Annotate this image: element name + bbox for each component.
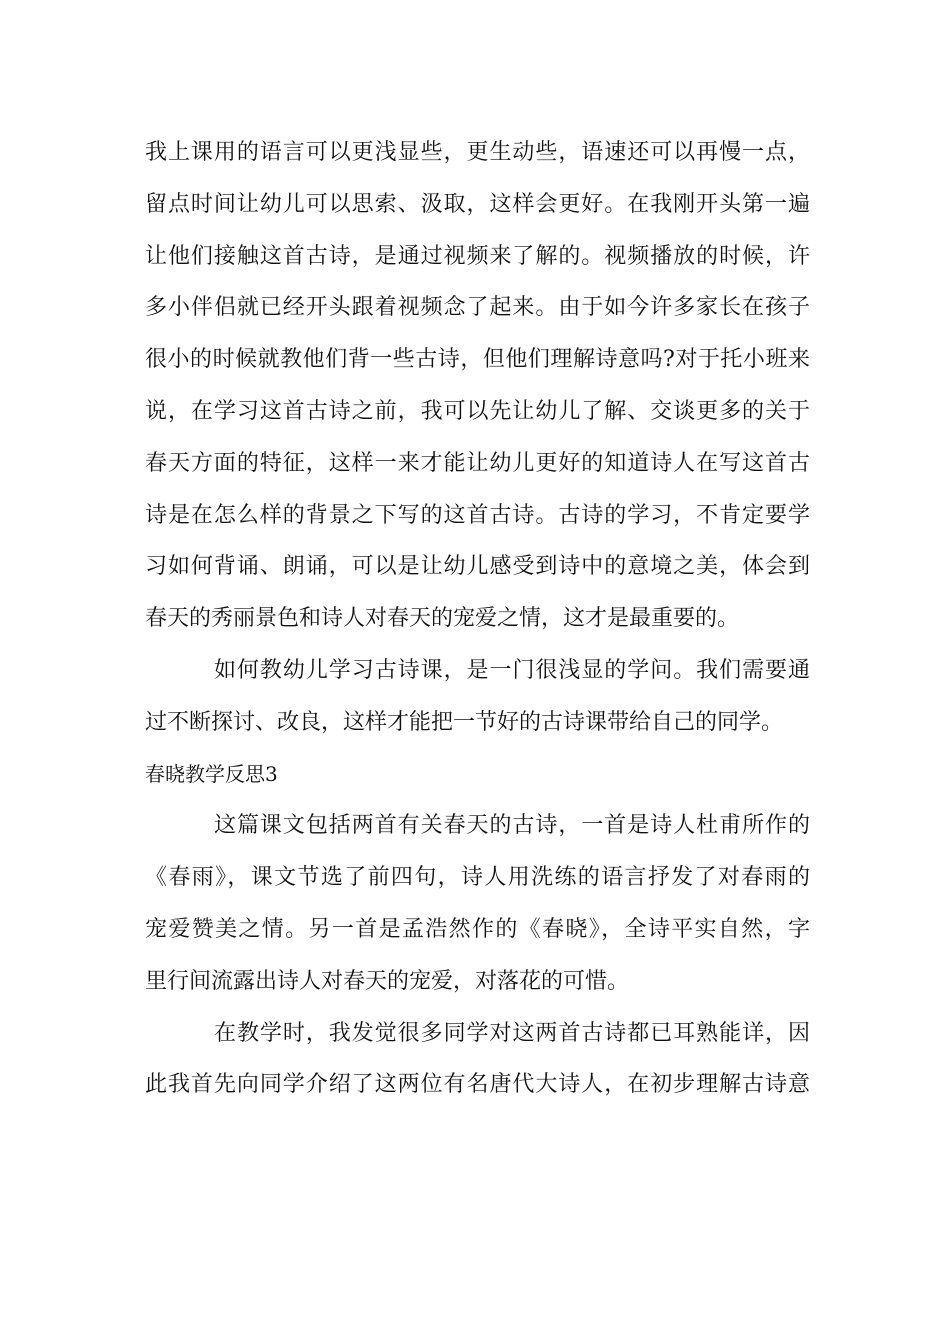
paragraph-3 (145, 800, 810, 1007)
section-heading (145, 749, 810, 801)
text-line: 《春雨》，课文节选了前四句，诗人用洗练的语言抒发了对春雨的 (145, 865, 810, 891)
document-body (145, 127, 810, 1111)
text-line: 此我首先向同学介绍了这两位有名唐代大诗人，在初步理解古诗意 (145, 1072, 810, 1098)
text-line: 春天方面的特征，这样一来才能让幼儿更好的知道诗人在写这首古 (145, 450, 810, 476)
paragraph-1 (145, 127, 810, 645)
text-line: 过不断探讨、改良，这样才能把一节好的古诗课带给自己的同学。 (145, 709, 784, 735)
text-line: 习如何背诵、朗诵，可以是让幼儿感受到诗中的意境之美，体会到 (145, 554, 810, 580)
text-line: 这篇课文包括两首有关春天的古诗，一首是诗人杜甫所作的 (214, 813, 810, 839)
paragraph-4 (145, 1008, 810, 1112)
text-line: 宠爱赞美之情。另一首是孟浩然作的《春晓》，全诗平实自然，字 (145, 916, 810, 942)
text-line: 里行间流露出诗人对春天的宠爱，对落花的可惜。 (145, 968, 630, 994)
text-line: 让他们接触这首古诗，是通过视频来了解的。视频播放的时候，许 (145, 243, 810, 269)
heading-text: 春晓教学反思3 (145, 761, 278, 786)
text-line: 多小伴侣就已经开头跟着视频念了起来。由于如今许多家长在孩子 (145, 295, 810, 321)
text-line: 诗是在怎么样的背景之下写的这首古诗。古诗的学习，不肯定要学 (145, 502, 810, 528)
text-line: 说，在学习这首古诗之前，我可以先让幼儿了解、交谈更多的关于 (145, 398, 810, 424)
text-line: 如何教幼儿学习古诗课，是一门很浅显的学问。我们需要通 (214, 657, 810, 683)
text-line: 在教学时，我发觉很多同学对这两首古诗都已耳熟能详，因 (214, 1020, 810, 1046)
text-line: 很小的时候就教他们背一些古诗，但他们理解诗意吗?对于托小班来 (145, 347, 810, 373)
text-line: 春天的秀丽景色和诗人对春天的宠爱之情，这才是最重要的。 (145, 606, 740, 632)
text-line: 我上课用的语言可以更浅显些，更生动些，语速还可以再慢一点， (145, 140, 810, 165)
paragraph-2 (145, 645, 810, 749)
text-line: 留点时间让幼儿可以思索、汲取，这样会更好。在我刚开头第一遍 (145, 191, 810, 217)
